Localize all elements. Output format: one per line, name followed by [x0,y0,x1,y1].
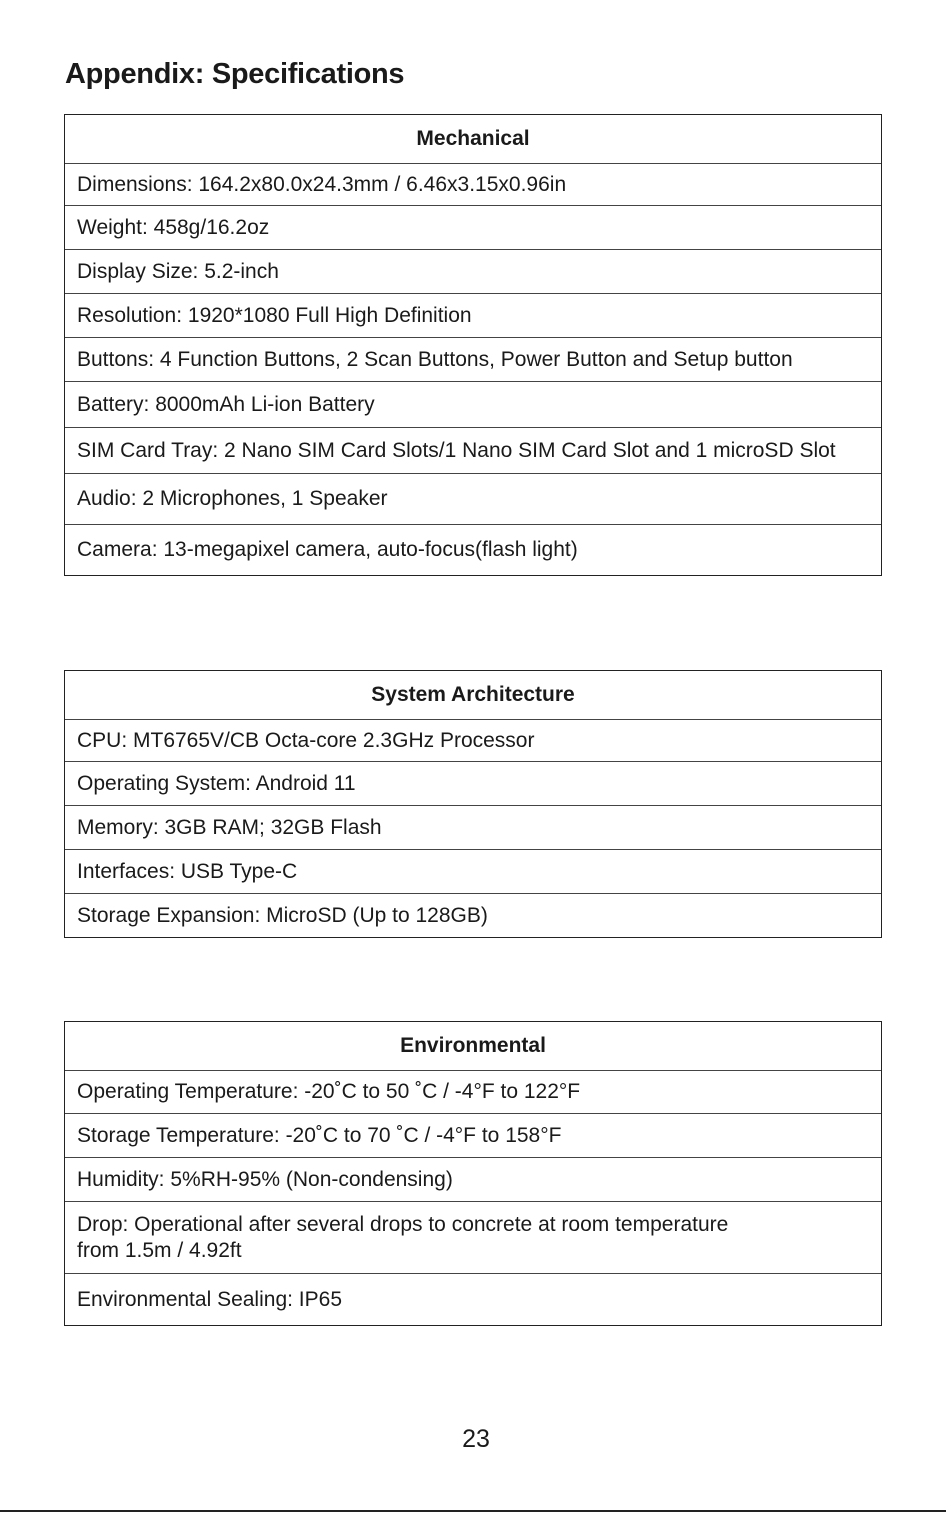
table-row: Audio: 2 Microphones, 1 Speaker [65,474,881,525]
table-row: Memory: 3GB RAM; 32GB Flash [65,806,881,850]
environmental-spec-table [64,1021,882,1326]
table-row: Storage Temperature: -20˚C to 70 ˚C / -4°F to 158°F [65,1114,881,1158]
table-row: Drop: Operational after several drops to concrete at room temperature from 1.5m / 4.92ft [65,1202,881,1274]
table-heading: Mechanical [65,115,881,164]
table-row: Humidity: 5%RH-95% (Non-condensing) [65,1158,881,1202]
page-title: Appendix: Specifications [65,58,405,90]
page-number: 23 [462,1425,490,1453]
table-row: Camera: 13-megapixel camera, auto-focus(flash light) [77,538,578,561]
table-heading: Environmental [65,1022,881,1071]
table-row: SIM Card Tray: 2 Nano SIM Card Slots/1 Nano SIM Card Slot and 1 microSD Slot [65,428,881,474]
table-row: Resolution: 1920*1080 Full High Definition [65,294,881,338]
table-row: Operating System: Android 11 [65,762,881,806]
table-row: Buttons: 4 Function Buttons, 2 Scan Buttons, Power Button and Setup button [65,338,881,382]
table-heading: System Architecture [65,671,881,720]
table-row: Display Size: 5.2-inch [65,250,881,294]
table-row: Battery: 8000mAh Li-ion Battery [65,382,881,428]
table-row: Operating Temperature: -20˚C to 50 ˚C / -4°F to 122°F [65,1071,881,1114]
table-row: Weight: 458g/16.2oz [65,206,881,250]
table-row: Storage Expansion: MicroSD (Up to 128GB) [77,903,488,927]
bottom-divider [0,1510,946,1512]
table-row: CPU: MT6765V/CB Octa-core 2.3GHz Processor [65,720,881,762]
system-architecture-spec-table [64,670,882,938]
table-row: Environmental Sealing: IP65 [77,1287,342,1311]
table-row: Interfaces: USB Type-C [65,850,881,894]
table-row: Dimensions: 164.2x80.0x24.3mm / 6.46x3.15x0.96in [65,164,881,206]
mechanical-spec-table [64,114,882,576]
